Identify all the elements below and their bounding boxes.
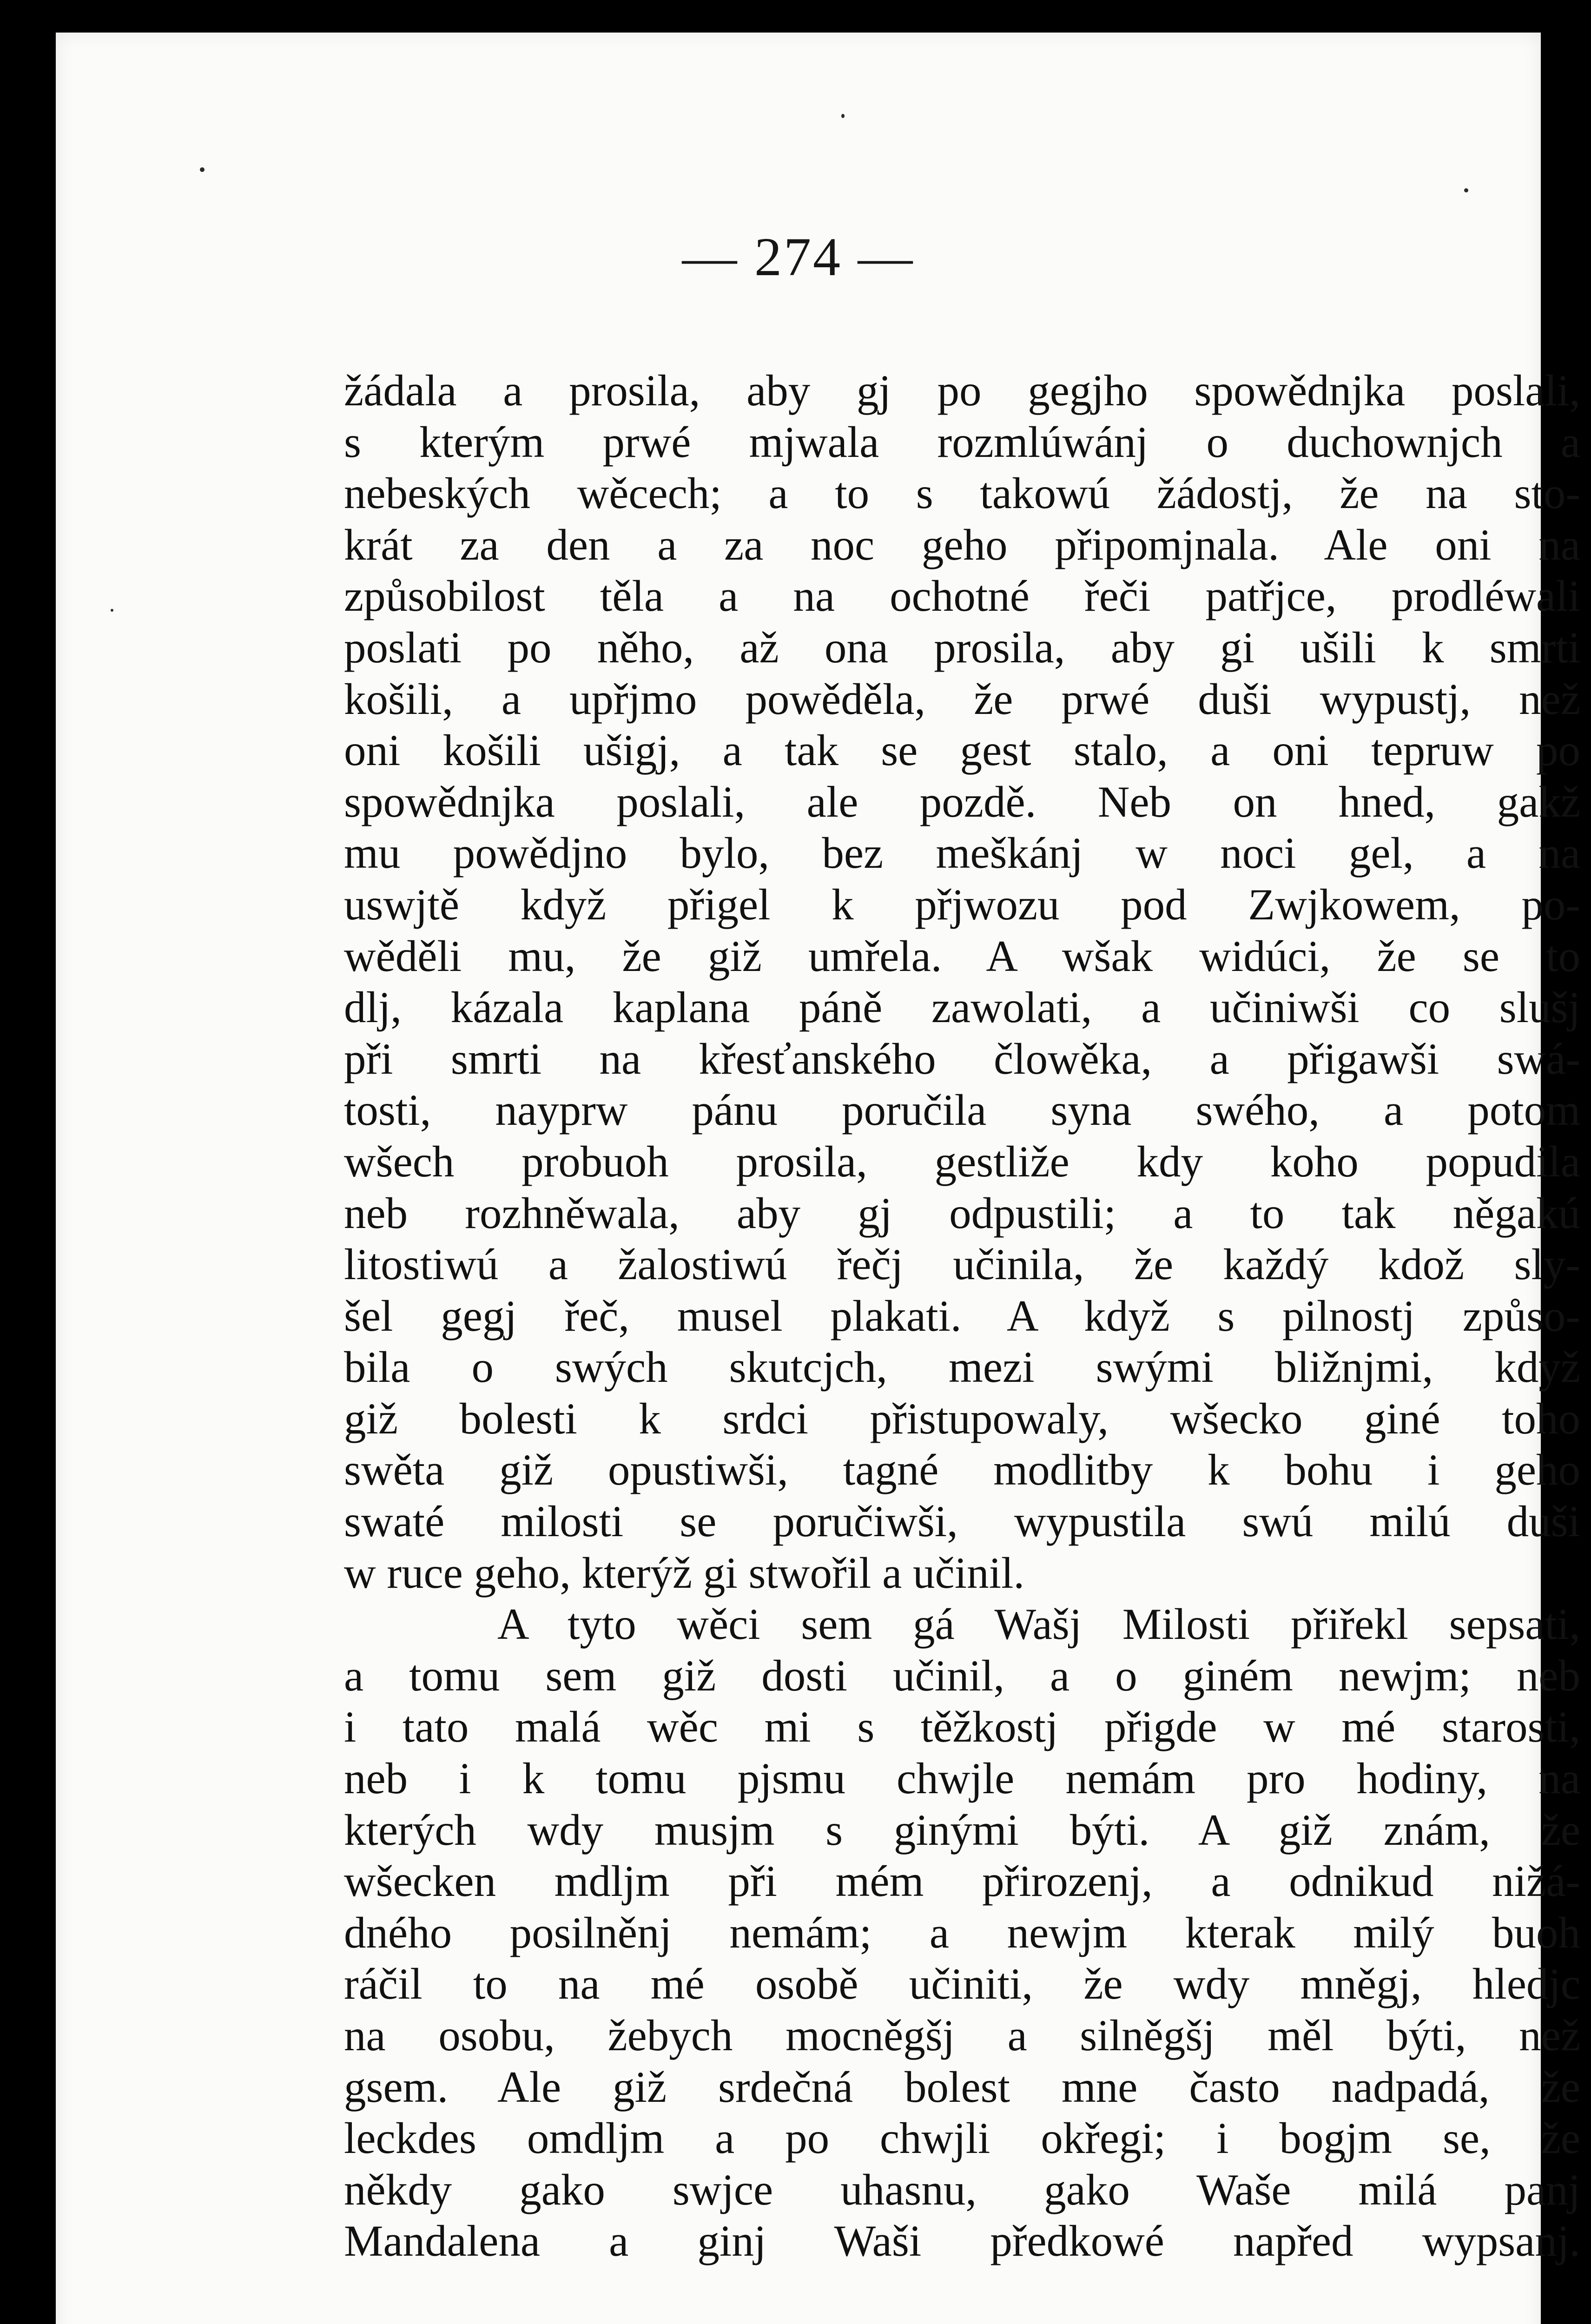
text-line: neb i k tomu pjsmu chwjle nemám pro hodiny, na: [344, 1754, 1580, 1803]
text-line: neb rozhněwala, aby gj odpustili; a to tak něgakú: [344, 1188, 1580, 1238]
text-line: způsobilost těla a na ochotné řeči patřjce, prodléwali: [344, 571, 1580, 621]
paper-speck: [1464, 188, 1468, 192]
text-line: tosti, nayprw pánu poručila syna swého, a potom: [344, 1085, 1580, 1135]
text-line: a tomu sem giž dosti učinil, a o giném newjm; neb: [344, 1651, 1580, 1700]
text-line: swěta giž opustiwši, tagné modlitby k bohu i geho: [344, 1445, 1580, 1495]
text-line: poslati po něho, až ona prosila, aby gi ušili k smrti: [344, 622, 1580, 672]
paper-speck: [111, 609, 113, 612]
text-line: uswjtě když přigel k přjwozu pod Zwjkowem, po-: [344, 879, 1580, 929]
text-line: při smrti na křesťanského člowěka, a přigawši swá-: [344, 1034, 1580, 1083]
text-line: s kterým prwé mjwala rozmlúwánj o duchownjch a: [344, 417, 1580, 467]
text-line: kterých wdy musjm s ginými býti. A giž znám, že: [344, 1805, 1580, 1855]
text-line: mu powědjno bylo, bez meškánj w noci gel, a na: [344, 828, 1580, 878]
text-line: wěděli mu, že giž umřela. A wšak widúci, že se to: [344, 931, 1580, 981]
text-line: A tyto wěci sem gá Wašj Milosti přiřekl sepsati,: [497, 1599, 1580, 1649]
paper-speck: [841, 114, 845, 118]
text-line: i tato malá wěc mi s těžkostj přigde w mé starosti,: [344, 1702, 1580, 1752]
text-line: na osobu, žebych mocněgšj a silněgšj měl býti, než: [344, 2011, 1580, 2060]
text-line: leckdes omdljm a po chwjli okřegi; i bogjm se, že: [344, 2113, 1580, 2163]
text-line: bila o swých skutcjch, mezi swými bližnjmi, když: [344, 1342, 1580, 1392]
text-line: šel gegj řeč, musel plakati. A když s pilnostj způso-: [344, 1291, 1580, 1340]
text-line: giž bolesti k srdci přistupowaly, wšecko giné toho: [344, 1393, 1580, 1443]
text-line: dlj, kázala kaplana páně zawolati, a učiniwši co slušj: [344, 983, 1580, 1032]
text-line: košili, a upřjmo powěděla, že prwé duši wypustj, než: [344, 674, 1580, 724]
paper-speck: [200, 167, 205, 172]
text-line: oni košili ušigj, a tak se gest stalo, a oni tepruw po: [344, 726, 1580, 775]
text-line: wšecken mdljm při mém přirozenj, a odnikud nižá-: [344, 1856, 1580, 1906]
text-line: dného posilněnj nemám; a newjm kterak milý buoh: [344, 1908, 1580, 1957]
page-number: — 274 —: [682, 226, 915, 287]
text-line: litostiwú a žalostiwú řečj učinila, že každý kdož sly-: [344, 1240, 1580, 1289]
text-line: žádala a prosila, aby gj po gegjho spowědnjka poslali,: [344, 366, 1580, 415]
text-line: w ruce geho, kterýž gi stwořil a učinil.: [344, 1548, 1025, 1598]
text-line: Mandalena a ginj Waši předkowé napřed wypsanj.: [344, 2216, 1580, 2266]
text-line: wšech probuoh prosila, gestliže kdy koho popudila: [344, 1136, 1580, 1186]
text-line: někdy gako swjce uhasnu, gako Waše milá panj: [344, 2165, 1580, 2214]
text-line: swaté milosti se poručiwši, wypustila swú milú duši: [344, 1497, 1580, 1546]
text-line: spowědnjka poslali, ale pozdě. Neb on hned, gakž: [344, 777, 1580, 826]
book-page: [56, 33, 1580, 2324]
text-line: nebeských wěcech; a to s takowú žádostj, že na sto-: [344, 469, 1580, 518]
text-line: gsem. Ale giž srdečná bolest mne často nadpadá, že: [344, 2062, 1580, 2112]
text-line: krát za den a za noc geho připomjnala. Ale oni na: [344, 520, 1580, 569]
body-text: [344, 365, 1580, 2267]
text-line: ráčil to na mé osobě učiniti, že wdy mněgj, hledjc: [344, 1959, 1580, 2009]
